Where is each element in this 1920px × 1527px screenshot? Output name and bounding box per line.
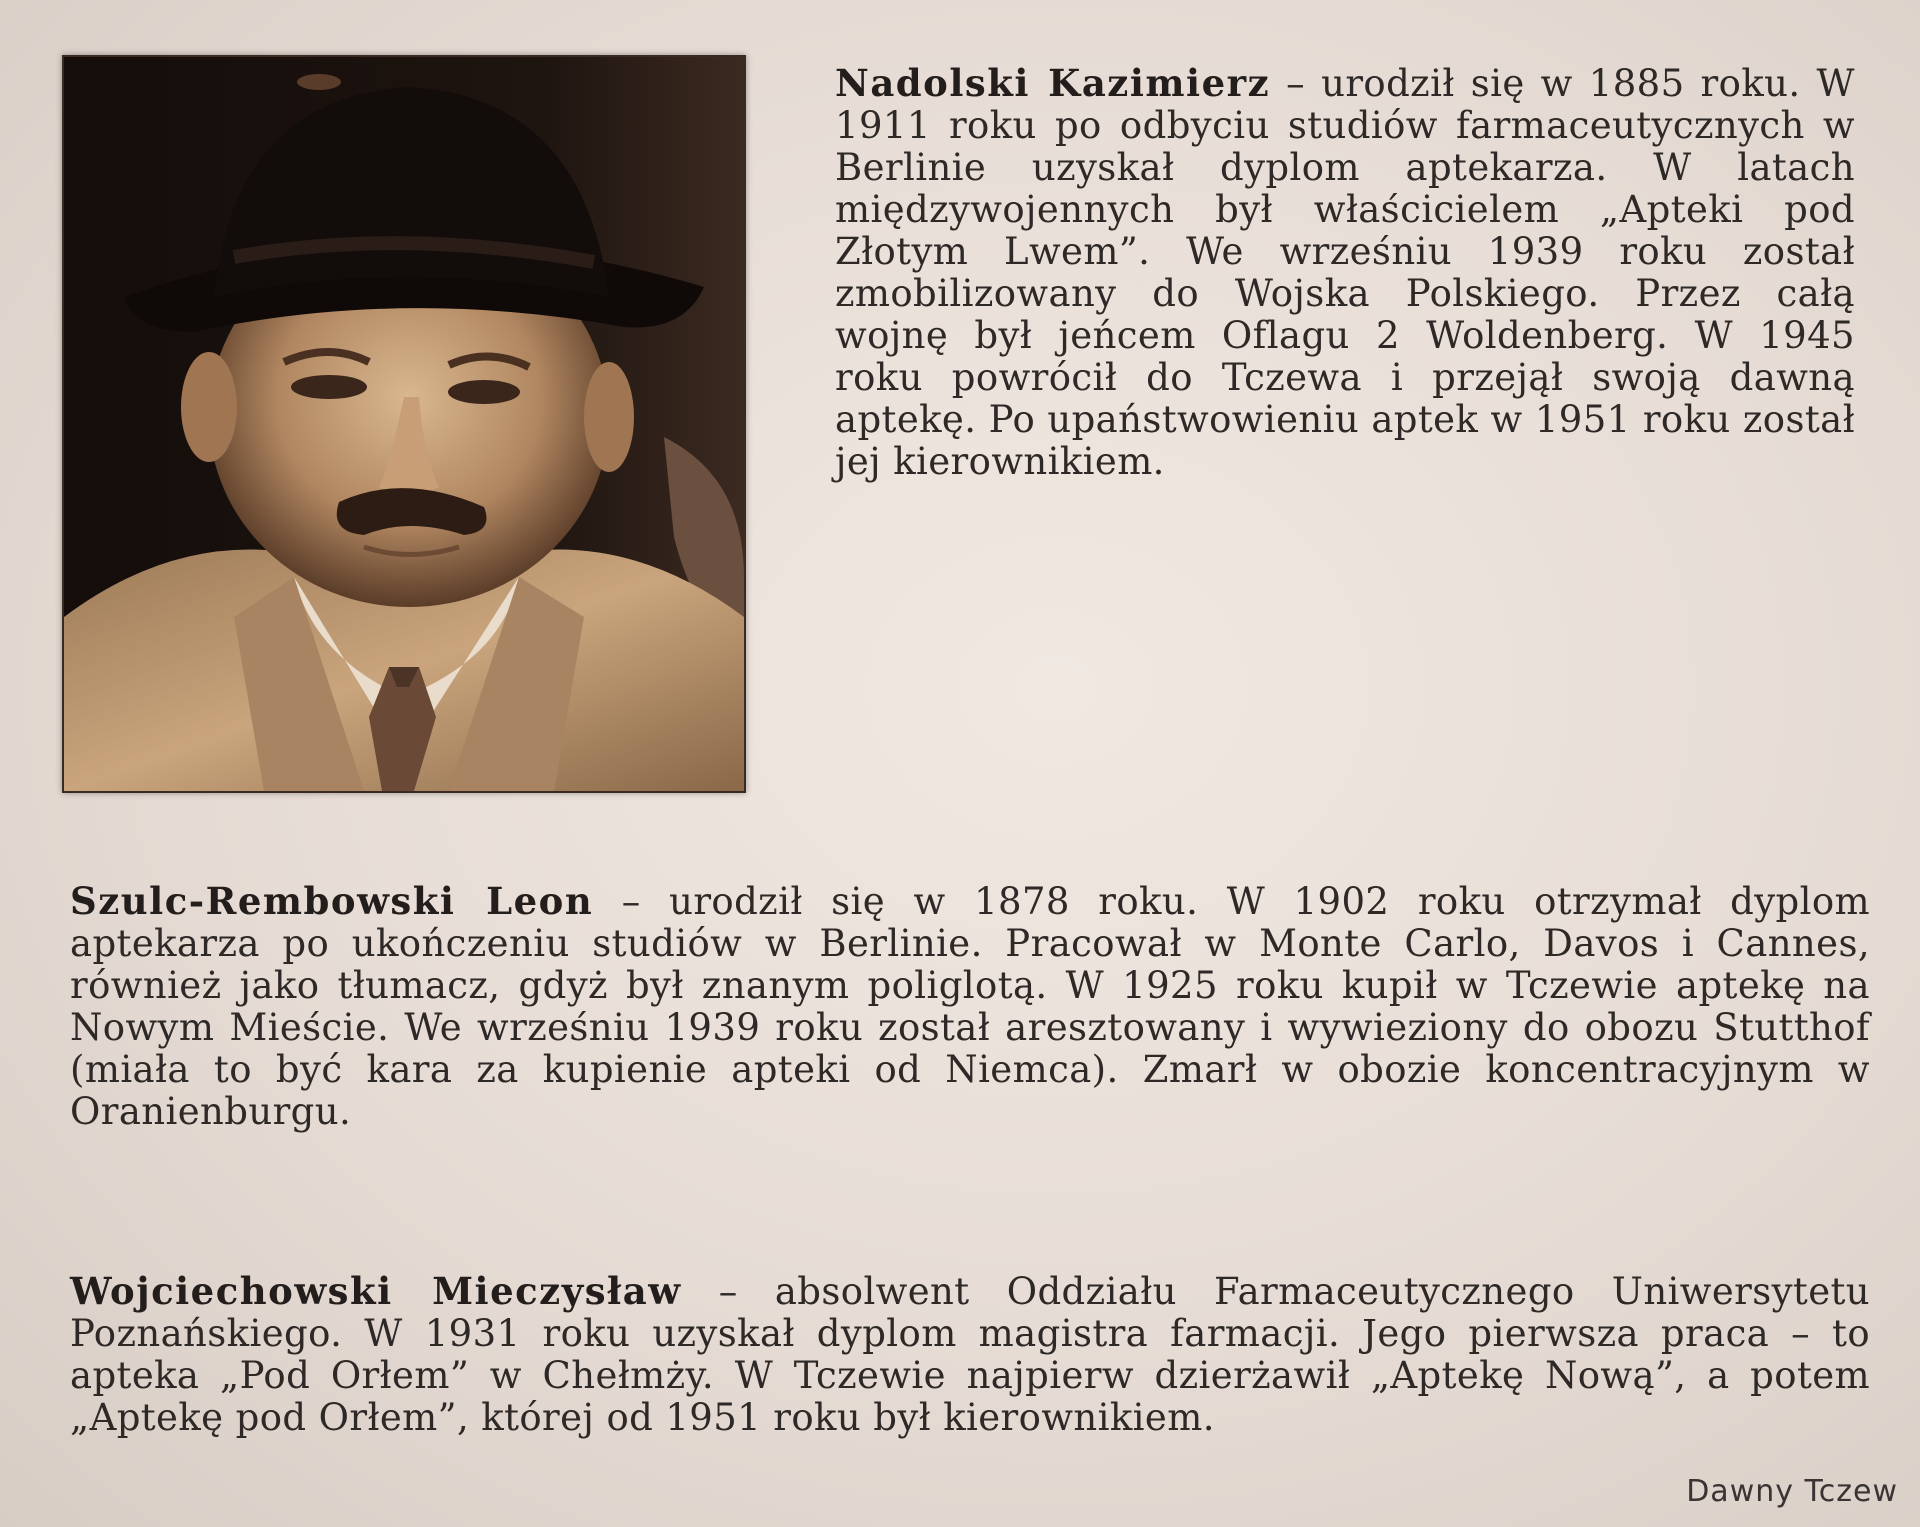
bio-separator: – bbox=[681, 1270, 775, 1313]
bio-szulc-rembowski bbox=[70, 880, 1870, 1133]
bio-name: Wojciechowski Mieczysław bbox=[70, 1269, 682, 1313]
bio-text: absolwent Oddziału Farmaceutycznego Uniwersytetu Poznańskiego. W 1931 roku uzyskał dyplom magistra farmacji. Jego pierwsza praca – to apteka „Pod Orłem” w Chełmży. W Tczewie najpierw dzierżawił „Aptekę Nową”, a potem „Aptekę pod Orłem”, której od 1951 roku był kierownikiem. bbox=[70, 1270, 1870, 1439]
portrait-image bbox=[64, 57, 744, 791]
bio-name: Nadolski Kazimierz bbox=[835, 61, 1271, 105]
bio-separator: – bbox=[593, 880, 670, 923]
bio-name: Szulc-Rembowski Leon bbox=[70, 879, 594, 923]
bio-nadolski bbox=[835, 62, 1855, 483]
portrait-photo bbox=[62, 55, 746, 793]
bio-text: urodził się w 1878 roku. W 1902 roku otrzymał dyplom aptekarza po ukończeniu studiów w Berlinie. Pracował w Monte Carlo, Davos i Cannes, również jako tłumacz, gdyż był znanym poliglotą. W 1925 roku kupił w Tczewie aptekę na Nowym Mieście. We wrześniu 1939 roku został aresztowany i wywieziony do obozu Stutthof (miała to być kara za kupienie apteki od Niemca). Zmarł w obozie koncentracyjnym w Oranienburgu. bbox=[70, 880, 1871, 1133]
bio-wojciechowski bbox=[70, 1270, 1870, 1439]
watermark: Dawny Tczew bbox=[1686, 1474, 1898, 1509]
bio-separator: – bbox=[1270, 62, 1322, 105]
bio-text: urodził się w 1885 roku. W 1911 roku po odbyciu studiów farmaceutycznych w Berlinie uzyskał dyplom aptekarza. W latach międzywojennych był właścicielem „Apteki pod Złotym Lwem”. We wrześniu 1939 roku został zmobilizowany do Wojska Polskiego. Przez całą wojnę był jeńcem Oflagu 2 Woldenberg. W 1945 roku powrócił do Tczewa i przejął swoją dawną aptekę. Po upaństwowieniu aptek w 1951 roku został jej kierownikiem. bbox=[835, 62, 1855, 483]
